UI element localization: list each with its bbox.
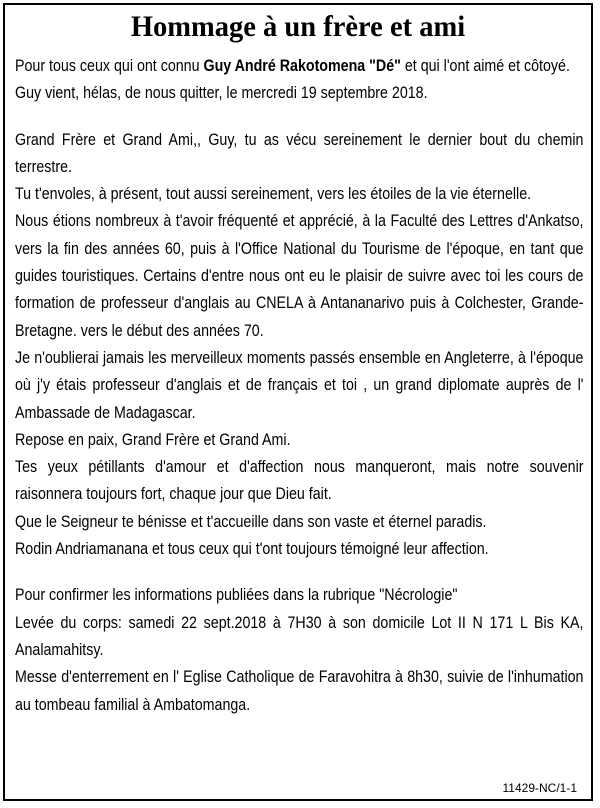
paragraph-8: Rodin Andriamanana et tous ceux qui t'ont toujours témoigné leur affection.	[15, 540, 489, 559]
notice-title: Hommage à un frère et ami	[130, 10, 466, 43]
reference-code: 11429-NC/1-1	[502, 781, 577, 795]
spacer	[15, 563, 583, 582]
notice-content	[15, 53, 583, 719]
info-line-3: Messe d'enterrement en l' Eglise Catholique de Faravohitra à 8h30, suivie de l'inhumation au tombeau familial à Ambatomanga.	[15, 668, 584, 714]
obituary-notice	[3, 3, 593, 801]
intro-line-1-before: Pour tous ceux qui ont connu	[15, 57, 204, 75]
info-line-2: Levée du corps: samedi 22 sept.2018 à 7H30 à son domicile Lot II N 171 L Bis KA, Analamahitsy.	[15, 613, 584, 659]
paragraph-2: Tu t'envoles, à présent, tout aussi sereinement, vers les étoiles de la vie éternelle.	[15, 185, 532, 204]
intro-line-2: Guy vient, hélas, de nous quitter, le mercredi 19 septembre 2018.	[15, 84, 428, 103]
paragraph-3: Nous étions nombreux à t'avoir fréquenté et apprécié, à la Faculté des Lettres d'Ankatso, vers la fin des années 60, puis à l'Office National du Tourisme de l'époque, en tant que guides touristiques. Certains d'entre nous ont eu le plaisir de suivre avec toi les cours de formation de professeur d'anglais au CNELA à Antananarivo puis à Colchester, Grande-Bretagne. vers le début des années 70.	[15, 212, 584, 340]
paragraph-4: Je n'oublierai jamais les merveilleux moments passés ensemble en Angleterre, à l'époque où j'y étais professeur d'anglais et de français et toi , un grand diplomate auprès de l' Ambassade de Madagascar.	[15, 348, 584, 422]
paragraph-7: Que le Seigneur te bénisse et t'accueille dans son vaste et éternel paradis.	[15, 512, 487, 531]
paragraph-5: Repose en paix, Grand Frère et Grand Ami.	[15, 430, 291, 449]
info-line-1: Pour confirmer les informations publiées dans la rubrique "Nécrologie"	[15, 586, 458, 605]
intro-line-1	[15, 53, 583, 80]
spacer	[15, 108, 583, 127]
paragraph-6: Tes yeux pétillants d'amour et d'affection nous manqueront, mais notre souvenir raisonnera toujours fort, chaque jour que Dieu fait.	[15, 458, 584, 504]
paragraph-1: Grand Frère et Grand Ami,, Guy, tu as vécu sereinement le dernier bout du chemin terrestre.	[15, 130, 584, 176]
intro-line-1-after: et qui l'ont aimé et côtoyé.	[400, 57, 570, 75]
deceased-name: Guy André Rakotomena "Dé"	[203, 57, 401, 75]
